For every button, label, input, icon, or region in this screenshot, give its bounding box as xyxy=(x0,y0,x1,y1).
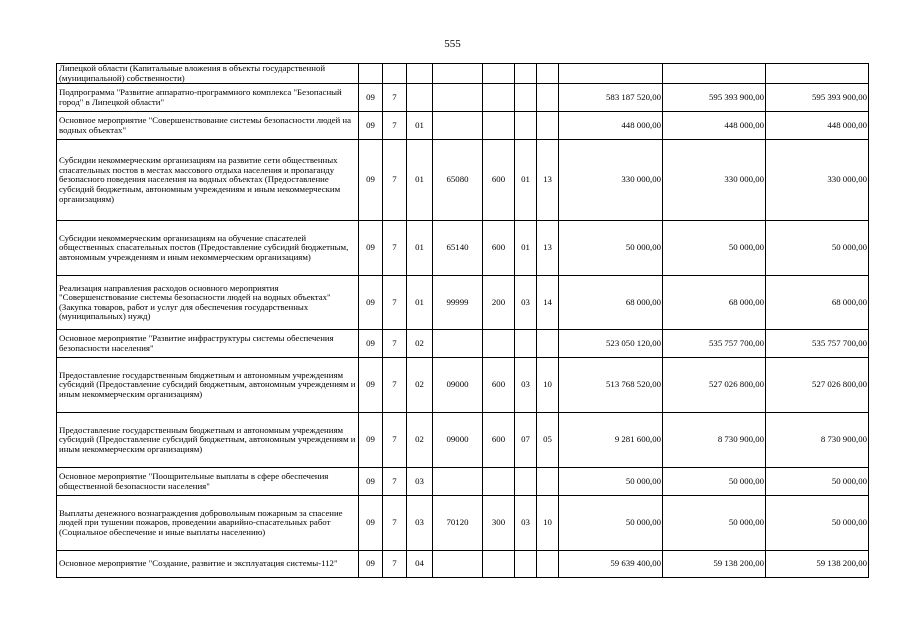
code-subsection: 10 xyxy=(537,496,559,551)
row-description: Реализация направления расходов основного мероприятия "Совершенствование системы безопасности людей на водных объектах" (Закупка товаров, работ и услуг для обеспечения государственных (муниципальных) нужд) xyxy=(57,276,359,330)
code-section xyxy=(515,64,537,84)
code-section: 03 xyxy=(515,276,537,330)
row-description: Основное мероприятие "Совершенствование системы безопасности людей на водных объектах" xyxy=(57,112,359,140)
amount-year-1: 50 000,00 xyxy=(559,221,663,276)
amount-year-1: 59 639 400,00 xyxy=(559,551,663,578)
amount-year-2: 535 757 700,00 xyxy=(663,330,766,358)
code-activity: 02 xyxy=(407,358,433,413)
table-row xyxy=(57,358,869,413)
code-expense-type xyxy=(483,112,515,140)
code-program: 7 xyxy=(383,221,407,276)
code-activity xyxy=(407,84,433,112)
code-subsection xyxy=(537,551,559,578)
code-ministry: 09 xyxy=(359,496,383,551)
code-activity: 04 xyxy=(407,551,433,578)
code-expense-type xyxy=(483,330,515,358)
code-activity: 02 xyxy=(407,413,433,468)
code-ministry: 09 xyxy=(359,84,383,112)
code-expense-type: 600 xyxy=(483,358,515,413)
amount-year-1: 50 000,00 xyxy=(559,496,663,551)
amount-year-2: 50 000,00 xyxy=(663,496,766,551)
table-row xyxy=(57,468,869,496)
amount-year-3: 50 000,00 xyxy=(766,221,869,276)
code-program: 7 xyxy=(383,413,407,468)
table-row xyxy=(57,140,869,221)
code-expense-direction: 99999 xyxy=(433,276,483,330)
code-subsection: 13 xyxy=(537,221,559,276)
amount-year-2: 50 000,00 xyxy=(663,468,766,496)
code-ministry: 09 xyxy=(359,413,383,468)
amount-year-1 xyxy=(559,64,663,84)
code-activity: 01 xyxy=(407,276,433,330)
code-program: 7 xyxy=(383,140,407,221)
code-section xyxy=(515,551,537,578)
amount-year-3: 595 393 900,00 xyxy=(766,84,869,112)
table-row xyxy=(57,112,869,140)
code-activity: 01 xyxy=(407,112,433,140)
budget-table xyxy=(56,63,869,578)
amount-year-3: 535 757 700,00 xyxy=(766,330,869,358)
amount-year-1: 448 000,00 xyxy=(559,112,663,140)
amount-year-3: 330 000,00 xyxy=(766,140,869,221)
amount-year-2: 330 000,00 xyxy=(663,140,766,221)
code-activity xyxy=(407,64,433,84)
code-expense-direction xyxy=(433,112,483,140)
row-description: Предоставление государственным бюджетным и автономным учреждениям субсидий (Предоставление субсидий бюджетным, автономным учреждениям и иным некоммерческим организациям) xyxy=(57,413,359,468)
code-section xyxy=(515,330,537,358)
code-expense-type xyxy=(483,64,515,84)
amount-year-1: 523 050 120,00 xyxy=(559,330,663,358)
code-expense-direction xyxy=(433,468,483,496)
code-expense-direction: 65140 xyxy=(433,221,483,276)
code-expense-type xyxy=(483,468,515,496)
amount-year-3: 527 026 800,00 xyxy=(766,358,869,413)
amount-year-1: 330 000,00 xyxy=(559,140,663,221)
amount-year-3 xyxy=(766,64,869,84)
code-subsection xyxy=(537,330,559,358)
code-ministry: 09 xyxy=(359,140,383,221)
table-row xyxy=(57,221,869,276)
amount-year-3: 68 000,00 xyxy=(766,276,869,330)
code-section: 01 xyxy=(515,221,537,276)
code-ministry: 09 xyxy=(359,358,383,413)
amount-year-3: 50 000,00 xyxy=(766,496,869,551)
row-description: Основное мероприятие "Развитие инфраструктуры системы обеспечения безопасности населения" xyxy=(57,330,359,358)
amount-year-2: 448 000,00 xyxy=(663,112,766,140)
amount-year-3: 59 138 200,00 xyxy=(766,551,869,578)
code-program: 7 xyxy=(383,330,407,358)
amount-year-3: 448 000,00 xyxy=(766,112,869,140)
page-number: 555 xyxy=(444,38,461,50)
amount-year-2: 68 000,00 xyxy=(663,276,766,330)
amount-year-1: 513 768 520,00 xyxy=(559,358,663,413)
amount-year-1: 583 187 520,00 xyxy=(559,84,663,112)
amount-year-2: 50 000,00 xyxy=(663,221,766,276)
code-subsection xyxy=(537,468,559,496)
code-section: 01 xyxy=(515,140,537,221)
table-row xyxy=(57,496,869,551)
code-section xyxy=(515,84,537,112)
code-program: 7 xyxy=(383,84,407,112)
code-subsection xyxy=(537,64,559,84)
code-expense-type xyxy=(483,84,515,112)
code-ministry: 09 xyxy=(359,551,383,578)
code-ministry xyxy=(359,64,383,84)
code-section: 07 xyxy=(515,413,537,468)
code-ministry: 09 xyxy=(359,330,383,358)
code-activity: 02 xyxy=(407,330,433,358)
table-row xyxy=(57,330,869,358)
code-section: 03 xyxy=(515,358,537,413)
code-program: 7 xyxy=(383,496,407,551)
code-expense-type: 600 xyxy=(483,140,515,221)
code-activity: 03 xyxy=(407,496,433,551)
amount-year-3: 8 730 900,00 xyxy=(766,413,869,468)
row-description: Субсидии некоммерческим организациям на развитие сети общественных спасательных постов в местах массового отдыха населения и пропаганду безопасного поведения населения на водных объектах (Предоставление субсидий бюджетным, автономным учреждениям и иным некоммерческим организациям) xyxy=(57,140,359,221)
amount-year-1: 50 000,00 xyxy=(559,468,663,496)
code-program: 7 xyxy=(383,468,407,496)
code-subsection xyxy=(537,84,559,112)
amount-year-2: 8 730 900,00 xyxy=(663,413,766,468)
code-expense-direction xyxy=(433,551,483,578)
row-description: Подпрограмма "Развитие аппаратно-программного комплекса "Безопасный город" в Липецкой области" xyxy=(57,84,359,112)
row-description: Липецкой области (Капитальные вложения в объекты государственной (муниципальной) собственности) xyxy=(57,64,359,84)
code-section: 03 xyxy=(515,496,537,551)
code-expense-direction: 70120 xyxy=(433,496,483,551)
code-activity: 03 xyxy=(407,468,433,496)
row-description: Основное мероприятие "Поощрительные выплаты в сфере обеспечения общественной безопасности населения" xyxy=(57,468,359,496)
code-ministry: 09 xyxy=(359,112,383,140)
code-expense-direction: 09000 xyxy=(433,358,483,413)
amount-year-2: 59 138 200,00 xyxy=(663,551,766,578)
code-program: 7 xyxy=(383,112,407,140)
row-description: Субсидии некоммерческим организациям на обучение спасателей общественных спасательных постов (Предоставление субсидий бюджетным, автономным учреждениям и иным некоммерческим организациям) xyxy=(57,221,359,276)
code-program: 7 xyxy=(383,358,407,413)
code-expense-type: 600 xyxy=(483,413,515,468)
table-row xyxy=(57,276,869,330)
code-expense-direction: 65080 xyxy=(433,140,483,221)
amount-year-1: 9 281 600,00 xyxy=(559,413,663,468)
code-program: 7 xyxy=(383,551,407,578)
code-program: 7 xyxy=(383,276,407,330)
code-section xyxy=(515,468,537,496)
code-ministry: 09 xyxy=(359,468,383,496)
amount-year-2 xyxy=(663,64,766,84)
code-activity: 01 xyxy=(407,140,433,221)
table-row xyxy=(57,413,869,468)
code-subsection: 13 xyxy=(537,140,559,221)
code-expense-direction xyxy=(433,64,483,84)
row-description: Основное мероприятие "Создание, развитие и эксплуатация системы-112" xyxy=(57,551,359,578)
code-subsection xyxy=(537,112,559,140)
code-expense-direction xyxy=(433,84,483,112)
code-ministry: 09 xyxy=(359,276,383,330)
amount-year-2: 527 026 800,00 xyxy=(663,358,766,413)
code-expense-direction xyxy=(433,330,483,358)
code-subsection: 14 xyxy=(537,276,559,330)
amount-year-3: 50 000,00 xyxy=(766,468,869,496)
code-activity: 01 xyxy=(407,221,433,276)
code-expense-type xyxy=(483,551,515,578)
code-subsection: 10 xyxy=(537,358,559,413)
table-row xyxy=(57,84,869,112)
code-subsection: 05 xyxy=(537,413,559,468)
amount-year-2: 595 393 900,00 xyxy=(663,84,766,112)
code-expense-type: 300 xyxy=(483,496,515,551)
code-expense-type: 200 xyxy=(483,276,515,330)
code-expense-type: 600 xyxy=(483,221,515,276)
code-program xyxy=(383,64,407,84)
row-description: Предоставление государственным бюджетным и автономным учреждениям субсидий (Предоставление субсидий бюджетным, автономным учреждениям и иным некоммерческим организациям) xyxy=(57,358,359,413)
table-row xyxy=(57,64,869,84)
code-ministry: 09 xyxy=(359,221,383,276)
code-expense-direction: 09000 xyxy=(433,413,483,468)
amount-year-1: 68 000,00 xyxy=(559,276,663,330)
table-row xyxy=(57,551,869,578)
row-description: Выплаты денежного вознаграждения добровольным пожарным за спасение людей при тушении пожаров, проведении аварийно-спасательных работ (Социальное обеспечение и иные выплаты населению) xyxy=(57,496,359,551)
code-section xyxy=(515,112,537,140)
